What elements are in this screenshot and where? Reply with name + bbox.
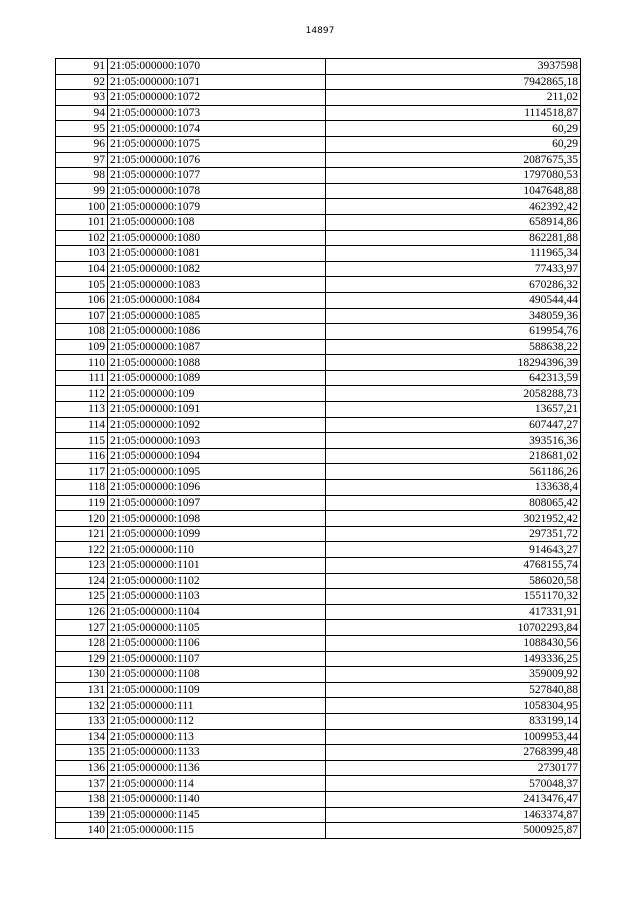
cadastral-code-cell: 21:05:000000:1101 (108, 558, 326, 574)
value-cell: 658914,86 (326, 214, 581, 230)
table-body (56, 59, 581, 839)
cadastral-code-cell: 21:05:000000:1145 (108, 807, 326, 823)
row-number-cell: 126 (56, 604, 108, 620)
table-row (56, 604, 581, 620)
row-number-cell: 135 (56, 745, 108, 761)
value-cell: 619954,76 (326, 324, 581, 340)
table-row (56, 729, 581, 745)
value-cell: 586020,58 (326, 573, 581, 589)
table-row (56, 635, 581, 651)
value-cell: 527840,88 (326, 682, 581, 698)
row-number-cell: 98 (56, 168, 108, 184)
value-cell: 348059,36 (326, 308, 581, 324)
cadastral-code-cell: 21:05:000000:1096 (108, 480, 326, 496)
cadastral-code-cell: 21:05:000000:1104 (108, 604, 326, 620)
cadastral-code-cell: 21:05:000000:1140 (108, 791, 326, 807)
value-cell: 3021952,42 (326, 511, 581, 527)
row-number-cell: 93 (56, 90, 108, 106)
value-cell: 2768399,48 (326, 745, 581, 761)
cadastral-code-cell: 21:05:000000:1098 (108, 511, 326, 527)
cadastral-code-cell: 21:05:000000:1099 (108, 526, 326, 542)
value-cell: 359009,92 (326, 667, 581, 683)
cadastral-code-cell: 21:05:000000:1075 (108, 136, 326, 152)
cadastral-code-cell: 21:05:000000:112 (108, 713, 326, 729)
cadastral-code-cell: 21:05:000000:1107 (108, 651, 326, 667)
table-row (56, 791, 581, 807)
value-cell: 862281,88 (326, 230, 581, 246)
row-number-cell: 111 (56, 370, 108, 386)
table-row (56, 59, 581, 75)
row-number-cell: 100 (56, 199, 108, 215)
table-row (56, 698, 581, 714)
cadastral-code-cell: 21:05:000000:1097 (108, 495, 326, 511)
table-row (56, 620, 581, 636)
cadastral-code-cell: 21:05:000000:1136 (108, 760, 326, 776)
cadastral-code-cell: 21:05:000000:1077 (108, 168, 326, 184)
cadastral-code-cell: 21:05:000000:1072 (108, 90, 326, 106)
cadastral-code-cell: 21:05:000000:1102 (108, 573, 326, 589)
value-cell: 490544,44 (326, 292, 581, 308)
table-row (56, 526, 581, 542)
row-number-cell: 129 (56, 651, 108, 667)
table-row (56, 339, 581, 355)
cadastral-code-cell: 21:05:000000:111 (108, 698, 326, 714)
row-number-cell: 118 (56, 480, 108, 496)
row-number-cell: 103 (56, 246, 108, 262)
table-row (56, 105, 581, 121)
cadastral-code-cell: 21:05:000000:1133 (108, 745, 326, 761)
row-number-cell: 119 (56, 495, 108, 511)
row-number-cell: 114 (56, 417, 108, 433)
row-number-cell: 102 (56, 230, 108, 246)
value-cell: 417331,91 (326, 604, 581, 620)
row-number-cell: 113 (56, 402, 108, 418)
cadastral-code-cell: 21:05:000000:1106 (108, 635, 326, 651)
value-cell: 588638,22 (326, 339, 581, 355)
value-cell: 3937598 (326, 59, 581, 75)
row-number-cell: 123 (56, 558, 108, 574)
value-cell: 1493336,25 (326, 651, 581, 667)
table-row (56, 214, 581, 230)
row-number-cell: 138 (56, 791, 108, 807)
cadastral-code-cell: 21:05:000000:1079 (108, 199, 326, 215)
row-number-cell: 112 (56, 386, 108, 402)
table-row (56, 542, 581, 558)
table-row (56, 760, 581, 776)
table-row (56, 667, 581, 683)
row-number-cell: 92 (56, 74, 108, 90)
value-cell: 607447,27 (326, 417, 581, 433)
value-cell: 211,02 (326, 90, 581, 106)
value-cell: 462392,42 (326, 199, 581, 215)
cadastral-code-cell: 21:05:000000:1109 (108, 682, 326, 698)
table-row (56, 90, 581, 106)
value-cell: 833199,14 (326, 713, 581, 729)
row-number-cell: 128 (56, 635, 108, 651)
table-row (56, 823, 581, 839)
row-number-cell: 134 (56, 729, 108, 745)
row-number-cell: 116 (56, 448, 108, 464)
table-row (56, 589, 581, 605)
value-cell: 1463374,87 (326, 807, 581, 823)
row-number-cell: 91 (56, 59, 108, 75)
table-row (56, 682, 581, 698)
cadastral-code-cell: 21:05:000000:1087 (108, 339, 326, 355)
row-number-cell: 132 (56, 698, 108, 714)
table-row (56, 355, 581, 371)
cadastral-code-cell: 21:05:000000:1103 (108, 589, 326, 605)
value-cell: 1009953,44 (326, 729, 581, 745)
row-number-cell: 139 (56, 807, 108, 823)
cadastral-code-cell: 21:05:000000:1108 (108, 667, 326, 683)
row-number-cell: 104 (56, 261, 108, 277)
cadastral-code-cell: 21:05:000000:114 (108, 776, 326, 792)
row-number-cell: 120 (56, 511, 108, 527)
row-number-cell: 115 (56, 433, 108, 449)
value-cell: 570048,37 (326, 776, 581, 792)
value-cell: 60,29 (326, 136, 581, 152)
row-number-cell: 95 (56, 121, 108, 137)
row-number-cell: 131 (56, 682, 108, 698)
value-cell: 1058304,95 (326, 698, 581, 714)
value-cell: 1797080,53 (326, 168, 581, 184)
cadastral-code-cell: 21:05:000000:108 (108, 214, 326, 230)
table-row (56, 308, 581, 324)
value-cell: 2730177 (326, 760, 581, 776)
cadastral-code-cell: 21:05:000000:1088 (108, 355, 326, 371)
value-cell: 393516,36 (326, 433, 581, 449)
value-cell: 1551170,32 (326, 589, 581, 605)
value-cell: 133638,4 (326, 480, 581, 496)
table-row (56, 651, 581, 667)
cadastral-code-cell: 21:05:000000:1086 (108, 324, 326, 340)
value-cell: 670286,32 (326, 277, 581, 293)
cadastral-code-cell: 21:05:000000:1071 (108, 74, 326, 90)
value-cell: 808065,42 (326, 495, 581, 511)
table-row (56, 807, 581, 823)
cadastral-code-cell: 21:05:000000:1074 (108, 121, 326, 137)
row-number-cell: 107 (56, 308, 108, 324)
value-cell: 111965,34 (326, 246, 581, 262)
value-cell: 561186,26 (326, 464, 581, 480)
row-number-cell: 121 (56, 526, 108, 542)
cadastral-code-cell: 21:05:000000:1091 (108, 402, 326, 418)
row-number-cell: 105 (56, 277, 108, 293)
cadastral-code-cell: 21:05:000000:1093 (108, 433, 326, 449)
table-row (56, 246, 581, 262)
cadastral-code-cell: 21:05:000000:1083 (108, 277, 326, 293)
table-row (56, 745, 581, 761)
value-cell: 13657,21 (326, 402, 581, 418)
value-cell: 2413476,47 (326, 791, 581, 807)
cadastral-code-cell: 21:05:000000:1085 (108, 308, 326, 324)
row-number-cell: 97 (56, 152, 108, 168)
row-number-cell: 106 (56, 292, 108, 308)
row-number-cell: 130 (56, 667, 108, 683)
cadastral-code-cell: 21:05:000000:1070 (108, 59, 326, 75)
cadastral-code-cell: 21:05:000000:1105 (108, 620, 326, 636)
table-row (56, 511, 581, 527)
table-row (56, 324, 581, 340)
row-number-cell: 96 (56, 136, 108, 152)
row-number-cell: 109 (56, 339, 108, 355)
row-number-cell: 94 (56, 105, 108, 121)
value-cell: 2087675,35 (326, 152, 581, 168)
cadastral-code-cell: 21:05:000000:110 (108, 542, 326, 558)
cadastral-code-cell: 21:05:000000:1092 (108, 417, 326, 433)
cadastral-code-cell: 21:05:000000:1076 (108, 152, 326, 168)
table-row (56, 168, 581, 184)
table-row (56, 199, 581, 215)
table-row (56, 558, 581, 574)
cadastral-code-cell: 21:05:000000:1095 (108, 464, 326, 480)
table-row (56, 495, 581, 511)
cadastral-code-cell: 21:05:000000:1073 (108, 105, 326, 121)
row-number-cell: 133 (56, 713, 108, 729)
table-row (56, 448, 581, 464)
cadastral-code-cell: 21:05:000000:109 (108, 386, 326, 402)
cadastral-code-cell: 21:05:000000:1089 (108, 370, 326, 386)
cadastral-code-cell: 21:05:000000:113 (108, 729, 326, 745)
table-row (56, 261, 581, 277)
table-row (56, 183, 581, 199)
table-row (56, 402, 581, 418)
cadastral-code-cell: 21:05:000000:1080 (108, 230, 326, 246)
row-number-cell: 125 (56, 589, 108, 605)
table-row (56, 480, 581, 496)
cadastral-code-cell: 21:05:000000:1082 (108, 261, 326, 277)
value-cell: 5000925,87 (326, 823, 581, 839)
data-table (55, 58, 581, 839)
value-cell: 218681,02 (326, 448, 581, 464)
table-row (56, 417, 581, 433)
table-row (56, 136, 581, 152)
cadastral-code-cell: 21:05:000000:1084 (108, 292, 326, 308)
table-row (56, 464, 581, 480)
row-number-cell: 110 (56, 355, 108, 371)
page-number: 14897 (305, 26, 335, 36)
row-number-cell: 108 (56, 324, 108, 340)
row-number-cell: 136 (56, 760, 108, 776)
cadastral-code-cell: 21:05:000000:1094 (108, 448, 326, 464)
table-row (56, 776, 581, 792)
value-cell: 1088430,56 (326, 635, 581, 651)
table-row (56, 573, 581, 589)
value-cell: 642313,59 (326, 370, 581, 386)
value-cell: 1047648,88 (326, 183, 581, 199)
row-number-cell: 117 (56, 464, 108, 480)
value-cell: 10702293,84 (326, 620, 581, 636)
row-number-cell: 137 (56, 776, 108, 792)
row-number-cell: 127 (56, 620, 108, 636)
table-row (56, 152, 581, 168)
cadastral-code-cell: 21:05:000000:1078 (108, 183, 326, 199)
table-row (56, 277, 581, 293)
value-cell: 1114518,87 (326, 105, 581, 121)
value-cell: 77433,97 (326, 261, 581, 277)
row-number-cell: 140 (56, 823, 108, 839)
value-cell: 914643,27 (326, 542, 581, 558)
row-number-cell: 122 (56, 542, 108, 558)
table-row (56, 74, 581, 90)
table-row (56, 433, 581, 449)
value-cell: 4768155,74 (326, 558, 581, 574)
table-row (56, 713, 581, 729)
value-cell: 60,29 (326, 121, 581, 137)
value-cell: 18294396,39 (326, 355, 581, 371)
cadastral-code-cell: 21:05:000000:1081 (108, 246, 326, 262)
value-cell: 2058288,73 (326, 386, 581, 402)
table-row (56, 121, 581, 137)
table-row (56, 386, 581, 402)
table-row (56, 370, 581, 386)
value-cell: 297351,72 (326, 526, 581, 542)
row-number-cell: 99 (56, 183, 108, 199)
value-cell: 7942865,18 (326, 74, 581, 90)
row-number-cell: 124 (56, 573, 108, 589)
cadastral-code-cell: 21:05:000000:115 (108, 823, 326, 839)
table-row (56, 292, 581, 308)
row-number-cell: 101 (56, 214, 108, 230)
table-row (56, 230, 581, 246)
